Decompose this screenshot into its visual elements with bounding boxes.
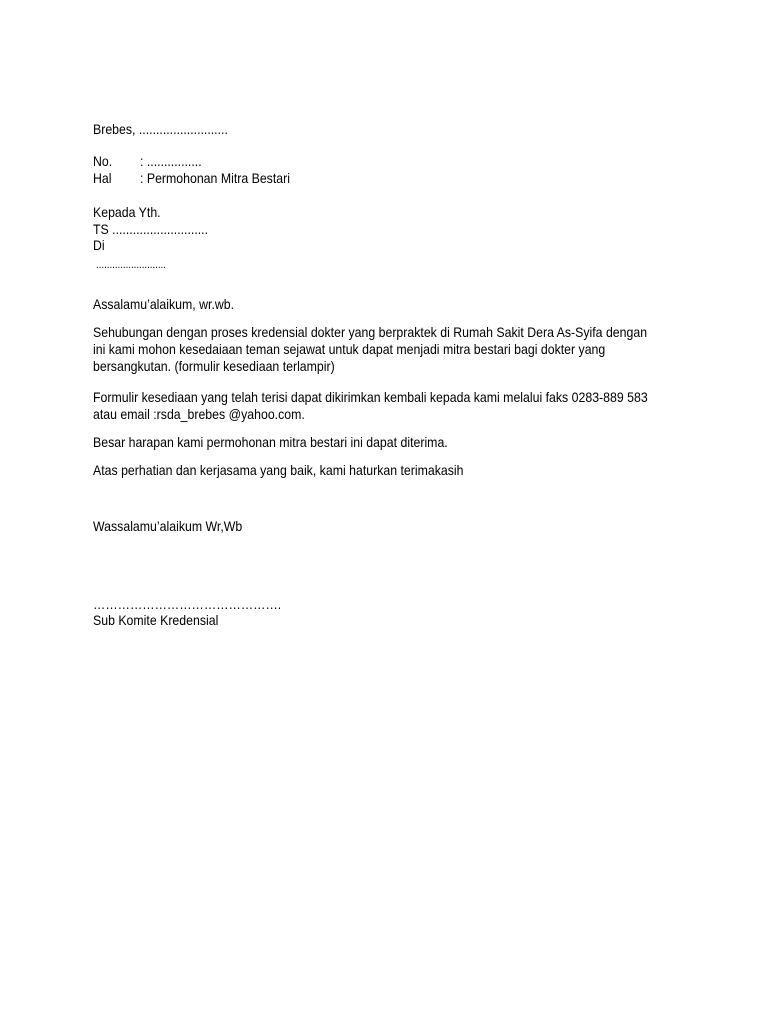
paragraph-line: Besar harapan kami permohonan mitra bestari ini dapat diterima. — [93, 434, 448, 450]
recipient-address: .......................... — [96, 259, 166, 271]
opening-greeting: Assalamu’alaikum, wr.wb. — [93, 296, 235, 312]
signatory: Sub Komite Kredensial — [93, 612, 219, 628]
subject-label: Hal — [93, 170, 112, 186]
paragraph-line: bersangkutan. (formulir kesediaan terlampir) — [93, 358, 335, 374]
closing-greeting: Wassalamu’alaikum Wr,Wb — [93, 518, 243, 534]
recipient-at: Di — [93, 237, 105, 253]
paragraph-line: ini kami mohon kesedaiaan teman sejawat untuk dapat menjadi mitra bestari bagi dokter yang — [93, 341, 606, 357]
place-date: Brebes, .......................... — [93, 121, 228, 137]
paragraph-line: Sehubungan dengan proses kredensial dokter yang berpraktek di Rumah Sakit Dera As-Syifa dengan — [93, 324, 648, 340]
signature-line: ………………………………………. — [93, 596, 282, 612]
paragraph-line: Atas perhatian dan kerjasama yang baik, kami haturkan terimakasih — [93, 462, 464, 478]
number-value: : ................ — [140, 153, 202, 169]
subject-value: : Permohonan Mitra Bestari — [140, 170, 290, 186]
paragraph-line: atau email :rsda_brebes @yahoo.com. — [93, 406, 305, 422]
recipient-name: TS ............................ — [93, 221, 209, 237]
number-label: No. — [93, 153, 113, 169]
recipient-salutation: Kepada Yth. — [93, 204, 161, 220]
paragraph-line: Formulir kesediaan yang telah terisi dapat dikirimkan kembali kepada kami melalui faks 0283-889 583 — [93, 389, 648, 405]
